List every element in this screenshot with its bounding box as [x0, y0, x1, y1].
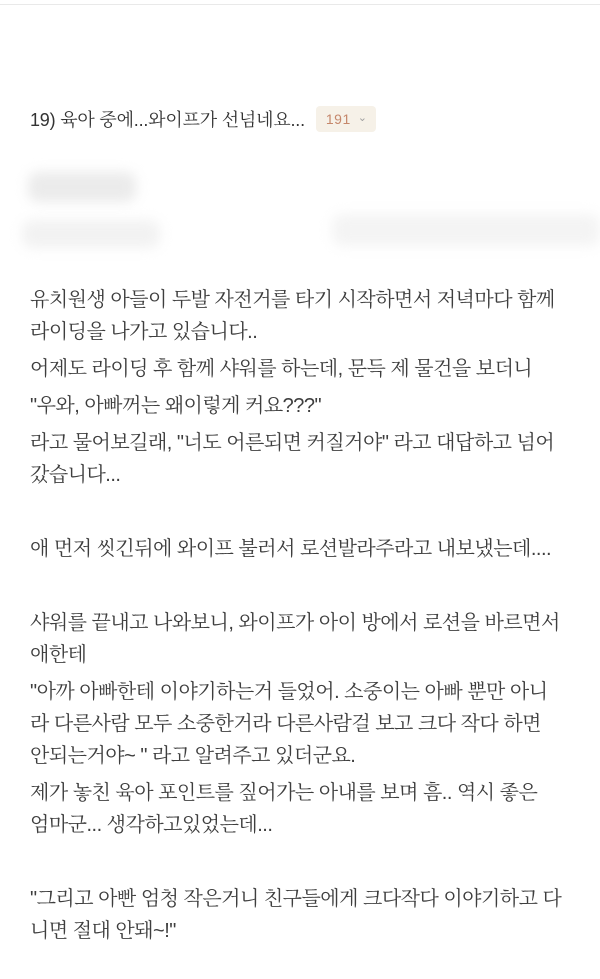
post-title: 19) 육아 중에...와이프가 선넘네요... [30, 110, 305, 130]
post-text-line: 라고 물어보길래, "너도 어른되면 커질거야" 라고 대답하고 넘어 [30, 432, 555, 454]
post-text-line: 엄마군... 생각하고있었는데... [30, 814, 273, 836]
post-paragraph [30, 607, 590, 671]
redacted-post-meta [332, 214, 600, 246]
post-paragraph [30, 676, 590, 772]
post-paragraph [30, 883, 590, 947]
comment-count-badge[interactable] [316, 106, 376, 132]
post-text-line: 어제도 라이딩 후 함께 샤워를 하는데, 문득 제 물건을 보더니 [30, 358, 533, 380]
post-text-line: 유치원생 아들이 두발 자전거를 타기 시작하면서 저녁마다 함께 [30, 289, 555, 311]
post-body [30, 284, 590, 952]
redacted-author-name [22, 220, 160, 248]
post-paragraph [30, 427, 590, 491]
comment-count: 191 [325, 111, 351, 127]
post-text-line: 니면 절대 안돼~!" [30, 920, 176, 942]
post-paragraph [30, 353, 590, 385]
post-header [30, 106, 376, 132]
top-divider [0, 4, 600, 5]
post-text-line: 샤워를 끝내고 나와보니, 와이프가 아이 방에서 로션을 바르면서 [30, 612, 560, 634]
post-text-line: 갔습니다... [30, 464, 121, 486]
post-text-line: 안되는거야~ " 라고 알려주고 있더군요. [30, 745, 356, 767]
post-text-line: "아까 아빠한테 이야기하는거 들었어. 소중이는 아빠 뿐만 아니 [30, 681, 548, 703]
post-paragraph [30, 390, 590, 422]
post-text-line: 애한테 [30, 644, 87, 666]
redacted-author-avatar [28, 172, 136, 202]
post-text-line: 라 다른사람 모두 소중한거라 다른사람걸 보고 크다 작다 하면 [30, 713, 541, 735]
post-paragraph [30, 533, 590, 565]
post-text-line: 제가 놓친 육아 포인트를 짚어가는 아내를 보며 흠.. 역시 좋은 [30, 782, 538, 804]
post-text-line: "우와, 아빠꺼는 왜이렇게 커요???" [30, 395, 322, 417]
chevron-down-icon: ⌄ [357, 111, 367, 124]
post-text-line: 애 먼저 씻긴뒤에 와이프 불러서 로션발라주라고 내보냈는데.... [30, 538, 552, 560]
post-paragraph [30, 777, 590, 841]
post-paragraph [30, 284, 590, 348]
post-text-line: "그리고 아빤 엄청 작은거니 친구들에게 크다작다 이야기하고 다 [30, 888, 562, 910]
post-text-line: 라이딩을 나가고 있습니다.. [30, 321, 258, 343]
